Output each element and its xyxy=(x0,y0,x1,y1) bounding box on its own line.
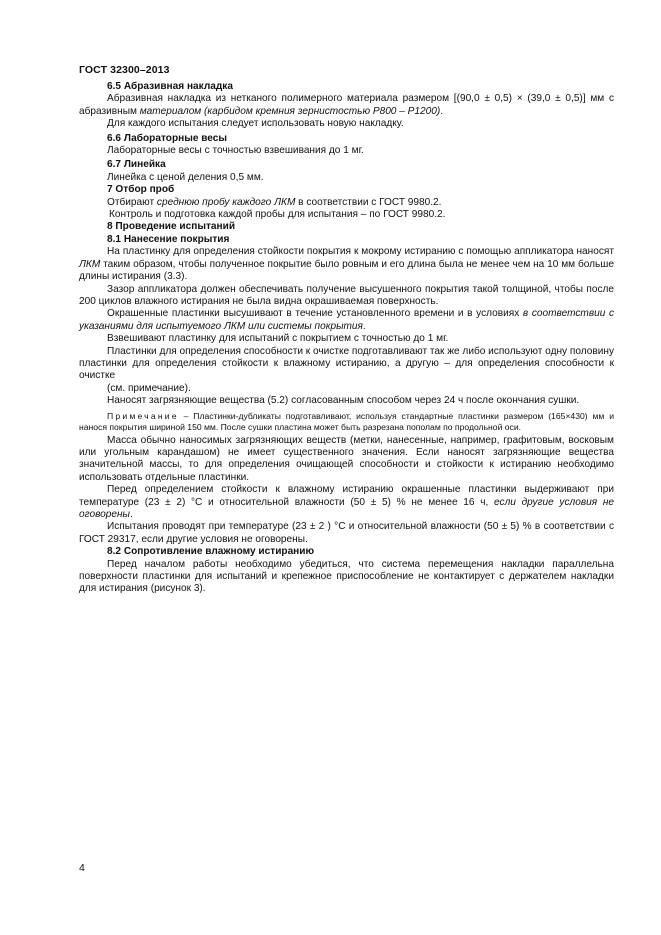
section-7-paragraph-2: Контроль и подготовка каждой пробы для испытания – по ГОСТ 9980.2. xyxy=(109,209,446,221)
section-8-heading: 8 Проведение испытаний xyxy=(107,221,236,233)
section-6-7-paragraph: Линейка с ценой деления 0,5 мм. xyxy=(107,171,264,183)
note-text: – Пластинки-дубликаты подготавливают, используя стандартные пластинки размером (165×430) мм и нанося покрытия шириной 150 мм. После сушки пластина может быть разрезана пополам по продольной оси. xyxy=(79,410,614,432)
section-8-1-paragraph-4: Взвешивают пластинку для испытаний с покрытием с точностью до 1 мг. xyxy=(107,333,449,345)
section-8-1-heading: 8.1 Нанесение покрытия xyxy=(107,233,230,245)
section-8-1-paragraph-3: Окрашенные пластинки высушивают в течение установленного времени и в условиях в соответствии с указаниями для испытуемого ЛКМ или системы покрытия. xyxy=(79,308,614,332)
section-8-1-paragraph-5: Пластинки для определения способности к очистке подготавливают так же либо используют одну половину пластинки для определения стойкости к влажному истиранию, а другую – для определения способности к очистке xyxy=(79,345,614,382)
document-body xyxy=(79,81,614,596)
section-6-6-paragraph: Лабораторные весы с точностью взвешивания до 1 мг. xyxy=(107,145,364,157)
section-8-1-paragraph-9: Перед определением стойкости к влажному истиранию окрашенные пластинки выдерживают при температуре (23 ± 2) °С и относительной влажности (50 ± 5) % не менее 16 ч, если другие условия не оговорены. xyxy=(79,484,614,520)
section-8-1-paragraph-7: Наносят загрязняющие вещества (5.2) согласованным способом через 24 ч после окончания сушки. xyxy=(107,395,580,407)
section-8-1-paragraph-1: На пластинку для определения стойкости покрытия к мокрому истиранию с помощью аппликатора наносят ЛКМ таким образом, чтобы полученное покрытие было ровным и его длина была не менее чем на 10 мм больше длины истирания (3.3). xyxy=(79,246,614,283)
document-id-header: ГОСТ 32300–2013 xyxy=(79,64,170,76)
section-8-2-paragraph-1: Перед началом работы необходимо убедиться, что система перемещения накладки параллельна поверхности пластинки для испытаний и крепежное приспособление не контактирует с держателем накладки для истирания (рисунок 3). xyxy=(79,558,614,595)
note-label: Примечание xyxy=(107,410,179,421)
section-6-5-heading: 6.5 Абразивная накладка xyxy=(107,81,233,92)
section-7-paragraph-1: Отбирают среднюю пробу каждого ЛКМ в соответствии с ГОСТ 9980.2. xyxy=(107,196,442,208)
section-6-6-heading: 6.6 Лабораторные весы xyxy=(107,132,228,144)
section-7-heading: 7 Отбор проб xyxy=(107,184,175,196)
section-6-5-paragraph-1: Абразивная накладка из нетканого полимерного материала размером [(90,0 ± 0,5) × (39,0 ± 0,5)] мм с абразивным материалом (карбидом кремния зернистостью Р800 – Р1200). xyxy=(79,93,614,117)
section-6-7-heading: 6.7 Линейка xyxy=(107,159,166,171)
section-8-1-paragraph-2: Зазор аппликатора должен обеспечивать получение высушенного покрытия такой толщиной, чтобы после 200 циклов влажного истирания не была видна окрашиваемая поверхность. xyxy=(79,283,614,307)
note xyxy=(79,411,614,433)
section-8-2-heading: 8.2 Сопротивление влажному истиранию xyxy=(107,546,315,558)
section-6-5-paragraph-2: Для каждого испытания следует использовать новую накладку. xyxy=(107,118,404,130)
section-8-1-paragraph-10: Испытания проводят при температуре (23 ± 2 ) °С и относительной влажности (50 ± 5) % в соответствии с ГОСТ 29317, если другие условия не оговорены. xyxy=(79,521,614,545)
section-8-1-paragraph-8: Масса обычно наносимых загрязняющих веществ (метки, нанесенные, например, графитовым, восковым или угольным карандашом) не имеет существенного значения. Если наносят загрязняющие вещества значительной массы, то для определения очищающей способности и стойкости к истиранию необходимо использовать отдельные пластинки. xyxy=(79,434,614,483)
section-8-1-paragraph-6: (см. примечание). xyxy=(107,382,191,394)
page-number: 4 xyxy=(79,862,85,874)
